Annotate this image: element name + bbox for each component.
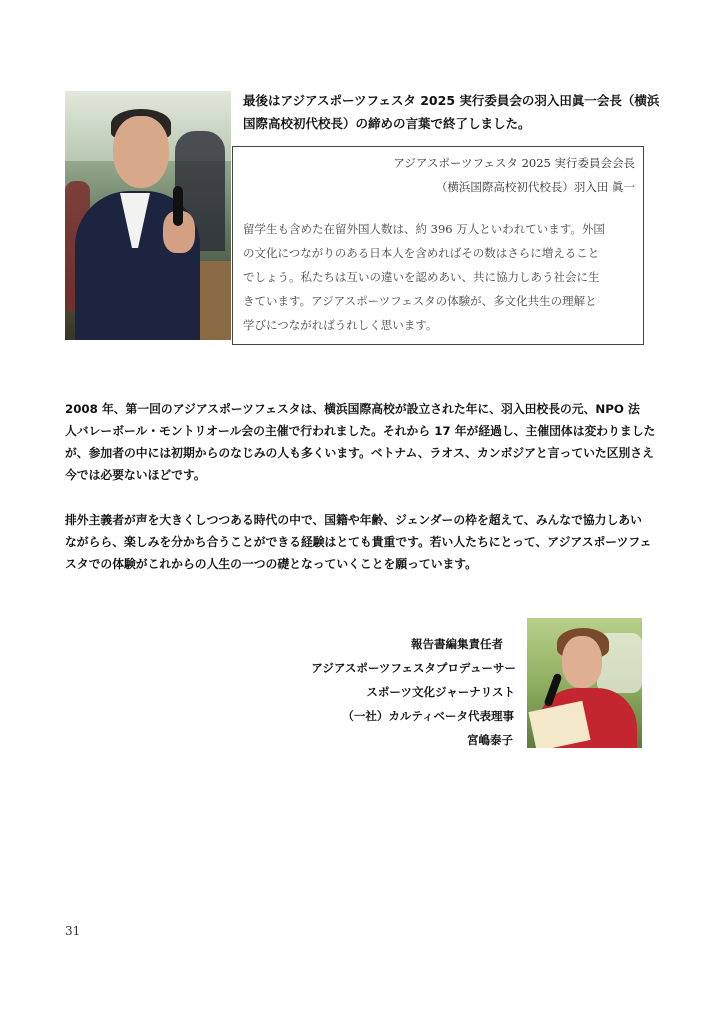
quote-line: 学びにつながればうれしく思います。 — [243, 318, 438, 332]
quote-attribution-title: アジアスポーツフェスタ 2025 実行委員会会長 — [393, 156, 635, 170]
intro-line-2: 国際高校初代校長）の締めの言葉で終了しました。 — [243, 116, 531, 131]
signature-profession: スポーツ文化ジャーナリスト — [366, 685, 515, 699]
signature-organization: （一社）カルティベータ代表理事 — [342, 709, 514, 723]
quote-line: きています。アジアスポーツフェスタの体験が、多文化共生の理解と — [243, 294, 597, 308]
page-number: 31 — [65, 924, 81, 938]
paragraph-2-line: スタでの体験がこれからの人生の一つの礎となっていくことを願っています。 — [65, 557, 477, 571]
paragraph-1-line: 今では必要ないほどです。 — [65, 468, 206, 482]
quote-line: 留学生も含めた在留外国人数は、約 396 万人といわれています。外国 — [243, 222, 605, 236]
quote-line: でしょう。私たちは互いの違いを認めあい、共に協力しあう社会に生 — [243, 270, 600, 284]
paragraph-2-line: ながらら、楽しみを分かち合うことができる経験はとても貴重です。若い人たちにとって、アジアスポーツフェ — [65, 535, 652, 549]
editor-photo — [527, 618, 642, 748]
signature-role: 報告書編集責任者 — [411, 637, 503, 651]
speaker-photo — [65, 91, 231, 340]
signature-title: アジアスポーツフェスタプロデューサー — [311, 661, 516, 675]
quote-attribution-name: （横浜国際高校初代校長）羽入田 眞一 — [435, 180, 635, 194]
paragraph-1-line: が、参加者の中には初期からのなじみの人も多くいます。ベトナム、ラオス、カンボジアと言っていた区別さえ — [65, 446, 654, 460]
paragraph-1-line: 2008 年、第一回のアジアスポーツフェスタは、横浜国際高校が設立された年に、羽入田校長の元、NPO 法 — [65, 402, 640, 416]
intro-line-1: 最後はアジアスポーツフェスタ 2025 実行委員会の羽入田眞一会長（横浜 — [243, 93, 660, 108]
paragraph-1-line: 人バレーボール・モントリオール会の主催で行われました。それから 17 年が経過し、主催団体は変わりました — [65, 424, 656, 438]
paragraph-2-line: 排外主義者が声を大きくしつつある時代の中で、国籍や年齢、ジェンダーの枠を超えて、みんなで協力しあい — [65, 513, 642, 527]
quote-line: の文化につながりのある日本人を含めればその数はさらに増えること — [243, 246, 600, 260]
quote-box — [232, 146, 644, 345]
signature-name: 宮嶋泰子 — [467, 733, 513, 747]
